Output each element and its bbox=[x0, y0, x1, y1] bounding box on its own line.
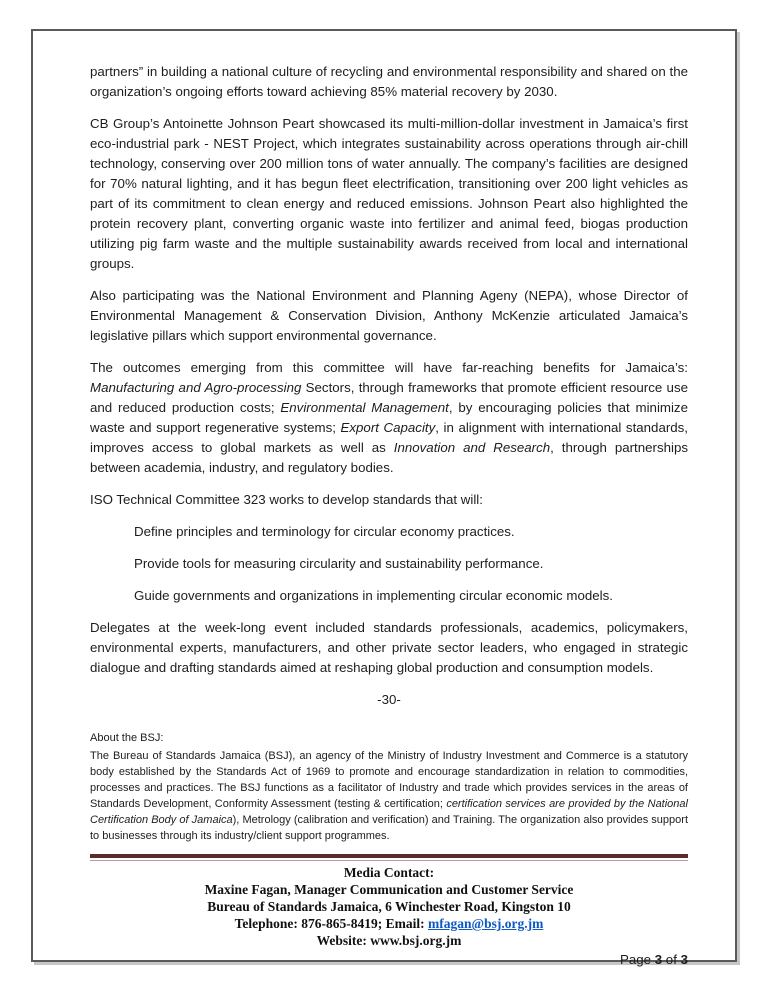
text-segment: , by encouraging policies that minimize waste and support regenerative systems; bbox=[90, 400, 688, 435]
about-bsj-section bbox=[90, 730, 688, 844]
end-of-release-mark: -30- bbox=[377, 692, 401, 707]
text-segment: , in alignment with international standards, improves access to global markets as well as bbox=[90, 420, 689, 455]
text-segment: The Bureau of Standards Jamaica (BSJ), an agency of the Ministry of Industry Investment and Commerce is a statutory body established by the Standards Act of 1969 to promote and encourage standardization in relation to commodities, processes and practices. The BSJ functions as a facilitator of Industry and trade which provides services in the areas of Standards Development, Conformity Assessment (testing & certification; bbox=[90, 750, 688, 810]
italic-segment: Manufacturing and Agro-processing bbox=[90, 380, 302, 395]
paragraph-delegates: Delegates at the week-long event included standards professionals, academics, policymakers, environmental experts, manufacturers, and other private sector leaders, who engaged in strategic dialogue and drafting standards aimed at reshaping global production and consumption models. bbox=[90, 620, 688, 675]
about-bsj-heading: About the BSJ: bbox=[90, 732, 164, 744]
page-content bbox=[33, 31, 735, 970]
text-segment: The outcomes emerging from this committee will have far-reaching benefits for Jamaica’s: bbox=[90, 360, 688, 375]
page-number bbox=[90, 950, 688, 970]
paragraph-cb-group: CB Group’s Antoinette Johnson Peart showcased its multi-million-dollar investment in Jamaica’s first eco-industrial park - NEST Project, which integrates sustainability across operations through air-chill technology, conserving over 200 million tons of water annually. The company’s facilities are designed for 70% natural lighting, and it has begun fleet electrification, transitioning over 200 light vehicles as part of its commitment to clean energy and reduced emissions. Johnson Peart also highlighted the protein recovery plant, converting organic waste into fertilizer and animal feed, biogas production utilizing pig farm waste and the multiple sustainability awards received from local and international groups. bbox=[90, 116, 688, 271]
about-bsj-text bbox=[90, 748, 688, 844]
list-item: Provide tools for measuring circularity and sustainability performance. bbox=[134, 556, 544, 571]
paragraph-iso-committee: ISO Technical Committee 323 works to develop standards that will: bbox=[90, 492, 483, 507]
email-link[interactable]: mfagan@bsj.org.jm bbox=[428, 916, 544, 931]
page-current: 3 bbox=[654, 952, 663, 967]
phone-email-prefix: Telephone: 876-865-8419; Email: bbox=[234, 916, 429, 931]
media-contact-block bbox=[90, 864, 688, 949]
italic-segment: Environmental Management bbox=[280, 400, 449, 415]
text-segment: , through partnerships between academia, industry, and regulatory bodies. bbox=[90, 440, 689, 475]
text-segment: ), Metrology (calibration and verification) and Training. The organization also provides support to businesses through its industry/client support programmes. bbox=[90, 814, 688, 842]
paragraph-nepa: Also participating was the National Environment and Planning Ageny (NEPA), whose Director of Environmental Management & Conservation Division, Anthony McKenzie articulated Jamaica’s legislative pillars which support environmental governance. bbox=[90, 288, 688, 343]
italic-segment: Innovation and Research bbox=[393, 440, 551, 455]
italic-segment: Export Capacity bbox=[340, 420, 436, 435]
divider-line bbox=[90, 854, 688, 861]
list-item: Guide governments and organizations in implementing circular economic models. bbox=[134, 588, 613, 603]
page-total: 3 bbox=[680, 952, 688, 967]
italic-segment: certification services are provided by the National Certification Body of Jamaica bbox=[90, 798, 688, 826]
list-item: Define principles and terminology for circular economy practices. bbox=[134, 524, 515, 539]
paragraph-continuation: partners” in building a national culture of recycling and environmental responsibility and shared on the organization’s ongoing efforts toward achieving 85% material recovery by 2030. bbox=[90, 64, 688, 99]
document-page bbox=[31, 29, 737, 967]
paragraph-outcomes bbox=[90, 358, 688, 478]
contact-phone-email-line bbox=[90, 915, 688, 932]
contact-name-line: Maxine Fagan, Manager Communication and Customer Service bbox=[204, 882, 574, 897]
page-label-of: of bbox=[662, 952, 681, 967]
page-label-prefix: Page bbox=[619, 952, 655, 967]
website-line: Website: www.bsj.org.jm bbox=[316, 933, 462, 948]
text-segment: Sectors, through frameworks that promote efficient resource use and reduced production costs; bbox=[90, 380, 688, 415]
contact-address-line: Bureau of Standards Jamaica, 6 Winchester Road, Kingston 10 bbox=[207, 899, 571, 914]
media-contact-heading: Media Contact: bbox=[343, 865, 435, 880]
